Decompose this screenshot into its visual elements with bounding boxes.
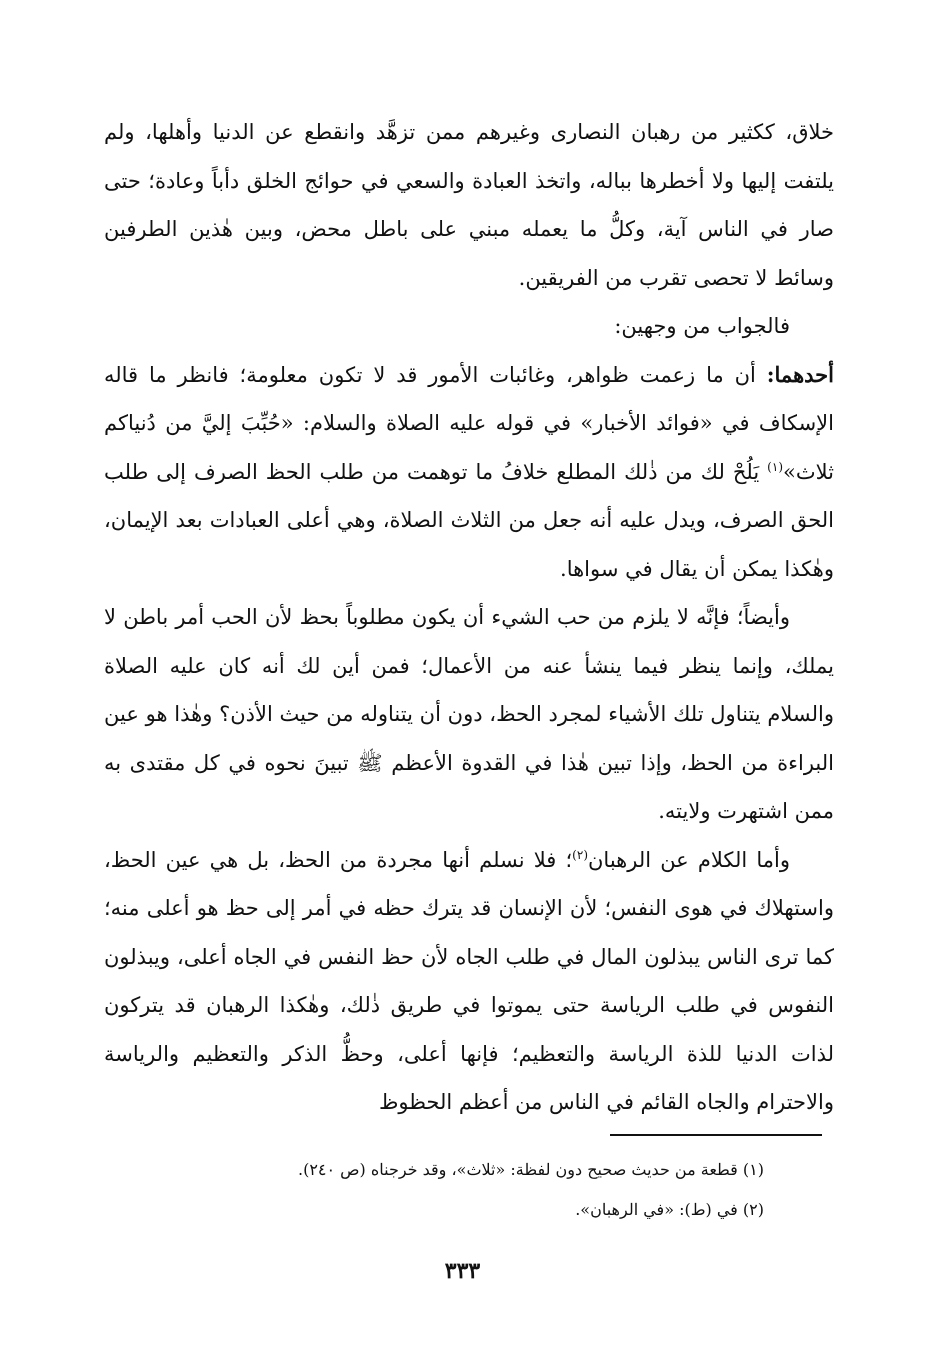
- paragraph-5: [104, 836, 834, 1127]
- footnote-separator: [610, 1134, 822, 1136]
- paragraph-3-text-a: أن ما زعمت ظواهر، وغائبات الأمور قد لا تكون معلومة؛ فانظر ما قاله الإسكاف في «فوائد الأخبار» في قوله عليه الصلاة والسلام: «حُبِّبَ إليَّ من دُنياكم ثلاث»: [104, 362, 834, 484]
- footnote-ref-1: (١): [767, 459, 783, 474]
- footnote-2: (٢) في (ط): «في الرهبان».: [575, 1200, 764, 1219]
- footnote-1: (١) قطعة من حديث صحيح دون لفظة: «ثلاث»، وقد خرجناه (ص ٢٤٠).: [297, 1160, 764, 1179]
- paragraph-3-lead: أحدهما:: [766, 361, 834, 387]
- paragraph-5-text-b: ؛ فلا نسلم أنها مجردة من الحظ، بل هي عين الحظ، واستهلاك في هوى النفس؛ لأن الإنسان قد يترك حظه في أمر إلى حظ هو أعلى منه؛ كما ترى الناس يبذلون المال في طلب الجاه لأن حظ النفس في الجاه أعلى، ويبذلون النفوس في طلب الرياسة حتى يموتوا في طريق ذٰلك، وهٰكذا الرهبان قد يتركون لذات الدنيا للذة الرياسة والتعظيم؛ فإنها أعلى، وحظُّ الذكر والتعظيم والرياسة والاحترام والجاه القائم في الناس من أعظم الحظوظ: [104, 847, 834, 1114]
- main-text: [104, 108, 834, 1127]
- paragraph-3: [104, 351, 834, 594]
- paragraph-5-text-a: وأما الكلام عن الرهبان: [588, 847, 791, 872]
- page-number: ٣٣٣: [444, 1258, 481, 1284]
- paragraph-2: فالجواب من وجهين:: [614, 314, 790, 338]
- footnote-ref-2: (٢): [572, 847, 588, 862]
- footnotes: [104, 1150, 764, 1230]
- paragraph-3-text-b: يَلُحْ لك من ذٰلك المطلع خلافُ ما توهمت من طلب الحظ الصرف إلى طلب الحق الصرف، ويدل عليه أنه جعل من الثلاث الصلاة، وهي أعلى العبادات بعد الإيمان، وهٰكذا يمكن أن يقال في سواها.: [104, 459, 834, 581]
- paragraph-4: وأيضاً؛ فإنَّه لا يلزم من حب الشيء أن يكون مطلوباً بحظ لأن الحب أمر باطن لا يملك، وإنما ينظر فيما ينشأ عنه من الأعمال؛ فمن أين لك أنه كان عليه الصلاة والسلام يتناول تلك الأشياء لمجرد الحظ، دون أن يتناوله من حيث الأذن؟ وهٰذا هو عين البراءة من الحظ، وإذا تبين هٰذا في القدوة الأعظم ﷺ تبينَ نحوه في كل مقتدى به ممن اشتهرت ولايته.: [104, 605, 834, 823]
- paragraph-1: خلاق، ككثير من رهبان النصارى وغيرهم ممن تزهَّد وانقطع عن الدنيا وأهلها، ولم يلتفت إليها ولا أخطرها بباله، واتخذ العبادة والسعي في حوائج الخلق دأباً وعادة؛ حتى صار في الناس آية، وكلُّ ما يعمله مبني على باطل محض، وبين هٰذين الطرفين وسائط لا تحصى تقرب من الفريقين.: [104, 120, 834, 290]
